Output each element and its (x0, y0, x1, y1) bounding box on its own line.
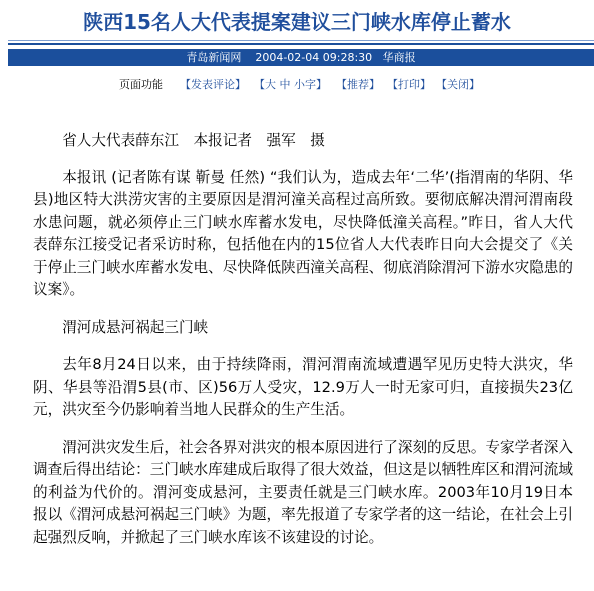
toolbar-group-comment: 【发表评论】 (180, 78, 246, 91)
header-divider (8, 43, 594, 45)
post-comment-link[interactable]: 发表评论 (191, 78, 235, 91)
recommend-link[interactable]: 推荐 (347, 78, 369, 91)
print-link[interactable]: 打印 (398, 78, 420, 91)
header-divider-top (8, 40, 594, 41)
article-meta-bar (8, 49, 594, 66)
toolbar-group-recommend: 【推荐】 (336, 78, 380, 91)
toolbar-label: 页面功能 (119, 78, 163, 91)
article-paragraph-2: 去年8月24日以来，由于持续降雨，渭河渭南流域遭遇罕见历史特大洪灾，华阴、华县等沿渭5县(市、区)56万人受灾，12.9万人一时无家可归，直接损失23亿元，洪灾至今仍影响着当地人民群众的生产生活。 (33, 356, 573, 418)
toolbar-group-fontsize: 【大 中 小字】 (254, 78, 327, 91)
article-paragraph-3: 渭河洪灾发生后，社会各界对洪灾的根本原因进行了深刻的反思。专家学者深入调查后得出结论：三门峡水库建成后取得了很大效益，但这是以牺牲库区和渭河流域的利益为代价的。渭河变成悬河，主要责任就是三门峡水库。2003年10月19日本报以《渭河成悬河祸起三门峡》为题，率先报道了专家学者的这一结论，在社会上引起强烈反响，并掀起了三门峡水库该不该建设的讨论。 (33, 438, 573, 546)
article-headline: 陕西15名人大代表提案建议三门峡水库停止蓄水 (83, 10, 511, 34)
photo-caption: 省人大代表薛东江 本报记者 强军 摄 (62, 132, 325, 149)
font-small-link[interactable]: 小字 (294, 78, 316, 91)
article-paragraph-1: 本报讯 (记者陈有谋 靳曼 任然) “我们认为，造成去年‘二华’(指渭南的华阴、华县)地区特大洪涝灾害的主要原因是渭河潼关高程过高所致。要彻底解决渭河渭南段水患问题，就必须停止三门峡水库蓄水发电，尽快降低潼关高程。”昨日，省人大代表薛东江接受记者采访时称，包括他在内的15位省人大代表昨日向大会提交了《关于停止三门峡水库蓄水发电、尽快降低陕西潼关高程、彻底消除渭河下游水灾隐患的议案》。 (33, 168, 573, 298)
article-body (33, 130, 573, 549)
font-large-link[interactable]: 大 (265, 78, 276, 91)
toolbar-group-close: 【关闭】 (436, 78, 480, 91)
meta-datetime: 2004-02-04 09:28:30 (255, 51, 373, 64)
article-subheading: 渭河成悬河祸起三门峡 (62, 318, 209, 336)
close-link[interactable]: 关闭 (447, 78, 469, 91)
toolbar-group-print: 【打印】 (387, 78, 431, 91)
font-medium-link[interactable]: 中 (279, 78, 291, 91)
meta-publisher: 华商报 (382, 51, 416, 64)
page-functions-toolbar (0, 76, 594, 94)
meta-source: 青岛新闻网 (186, 51, 242, 64)
